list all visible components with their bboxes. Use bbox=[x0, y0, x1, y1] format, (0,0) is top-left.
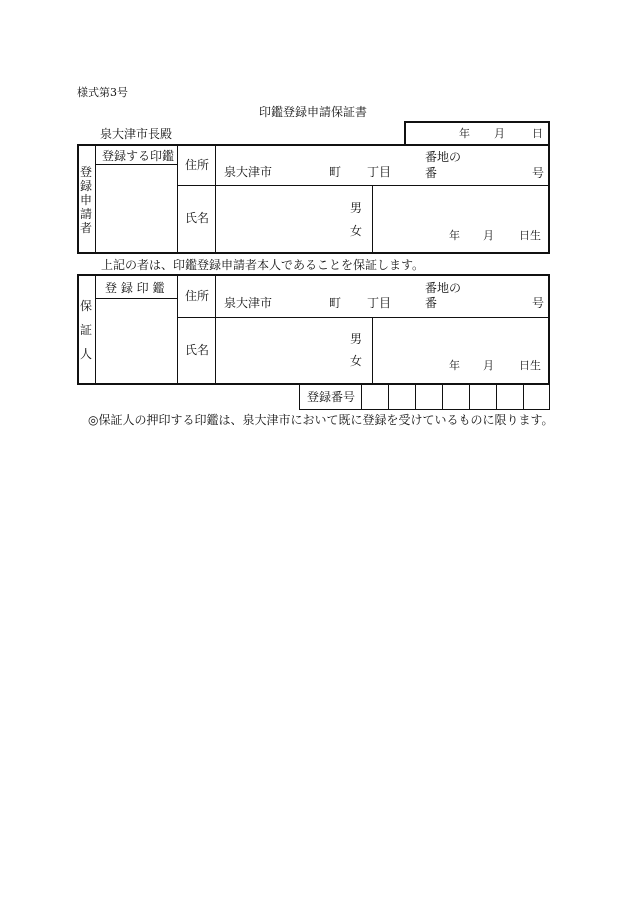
guarantor-address-label: 住所 bbox=[185, 289, 210, 303]
registration-digit-6[interactable] bbox=[497, 385, 523, 409]
applicant-name-field[interactable] bbox=[216, 186, 346, 253]
date-box bbox=[404, 121, 550, 144]
guarantor-male[interactable]: 男 bbox=[350, 332, 363, 346]
guarantor-name-field[interactable] bbox=[216, 318, 346, 384]
addressee: 泉大津市長殿 bbox=[100, 127, 173, 141]
page-title: 印鑑登録申請保証書 bbox=[259, 105, 368, 119]
applicant-side-label: 登 録 申 請 者 bbox=[79, 165, 92, 235]
applicant-banchi-top: 番地の bbox=[425, 150, 462, 164]
applicant-birth-day: 日生 bbox=[519, 229, 541, 242]
guarantor-banchi-top: 番地の bbox=[425, 281, 462, 295]
guarantor-side-label-3: 人 bbox=[80, 347, 93, 361]
date-month[interactable]: 月 bbox=[494, 127, 505, 140]
guarantor-seal-area[interactable] bbox=[96, 299, 177, 384]
date-day[interactable]: 日 bbox=[532, 127, 543, 140]
applicant-town: 町 bbox=[329, 165, 342, 179]
registration-digit-4[interactable] bbox=[443, 385, 469, 409]
guarantor-town: 町 bbox=[329, 296, 342, 310]
certification-text: 上記の者は、印鑑登録申請者本人であることを保証します。 bbox=[101, 258, 425, 272]
applicant-birth-month: 月 bbox=[483, 229, 494, 242]
guarantor-banchi-bottom: 番 bbox=[425, 296, 438, 310]
registration-digit-3[interactable] bbox=[416, 385, 442, 409]
guarantor-chome: 丁目 bbox=[367, 296, 392, 310]
applicant-address-field[interactable] bbox=[216, 145, 549, 185]
guarantor-go: 号 bbox=[532, 296, 545, 310]
footnote: ◎保証人の押印する印鑑は、泉大津市において既に登録を受けているものに限ります。 bbox=[88, 413, 554, 427]
guarantor-female[interactable]: 女 bbox=[350, 354, 363, 368]
guarantor-birth-month: 月 bbox=[483, 359, 494, 372]
applicant-seal-area[interactable] bbox=[96, 165, 177, 253]
registration-digit-2[interactable] bbox=[389, 385, 415, 409]
applicant-address-label: 住所 bbox=[185, 158, 210, 172]
guarantor-name-label: 氏名 bbox=[185, 343, 210, 357]
form-number: 様式第3号 bbox=[77, 86, 128, 99]
date-year[interactable]: 年 bbox=[459, 127, 470, 140]
applicant-chome: 丁目 bbox=[367, 165, 392, 179]
applicant-banchi-bottom: 番 bbox=[425, 166, 438, 180]
guarantor-side-label-2: 証 bbox=[80, 323, 93, 337]
registration-digit-7[interactable] bbox=[524, 385, 549, 409]
guarantor-seal-label: 登 録 印 鑑 bbox=[105, 281, 165, 295]
applicant-female[interactable]: 女 bbox=[350, 224, 363, 238]
applicant-male[interactable]: 男 bbox=[350, 201, 363, 215]
applicant-name-label: 氏名 bbox=[185, 211, 210, 225]
guarantor-address-field[interactable] bbox=[216, 275, 549, 317]
registration-digit-1[interactable] bbox=[362, 385, 388, 409]
guarantor-side-label-1: 保 bbox=[80, 299, 93, 313]
applicant-seal-label: 登録する印鑑 bbox=[102, 149, 175, 163]
applicant-city: 泉大津市 bbox=[224, 165, 273, 179]
applicant-go: 号 bbox=[532, 166, 545, 180]
applicant-birth-year: 年 bbox=[449, 229, 460, 242]
guarantor-birth-year: 年 bbox=[449, 359, 460, 372]
guarantor-birth-day: 日生 bbox=[519, 359, 541, 372]
registration-number-label: 登録番号 bbox=[307, 390, 356, 404]
guarantor-city: 泉大津市 bbox=[224, 296, 273, 310]
registration-digit-5[interactable] bbox=[470, 385, 496, 409]
